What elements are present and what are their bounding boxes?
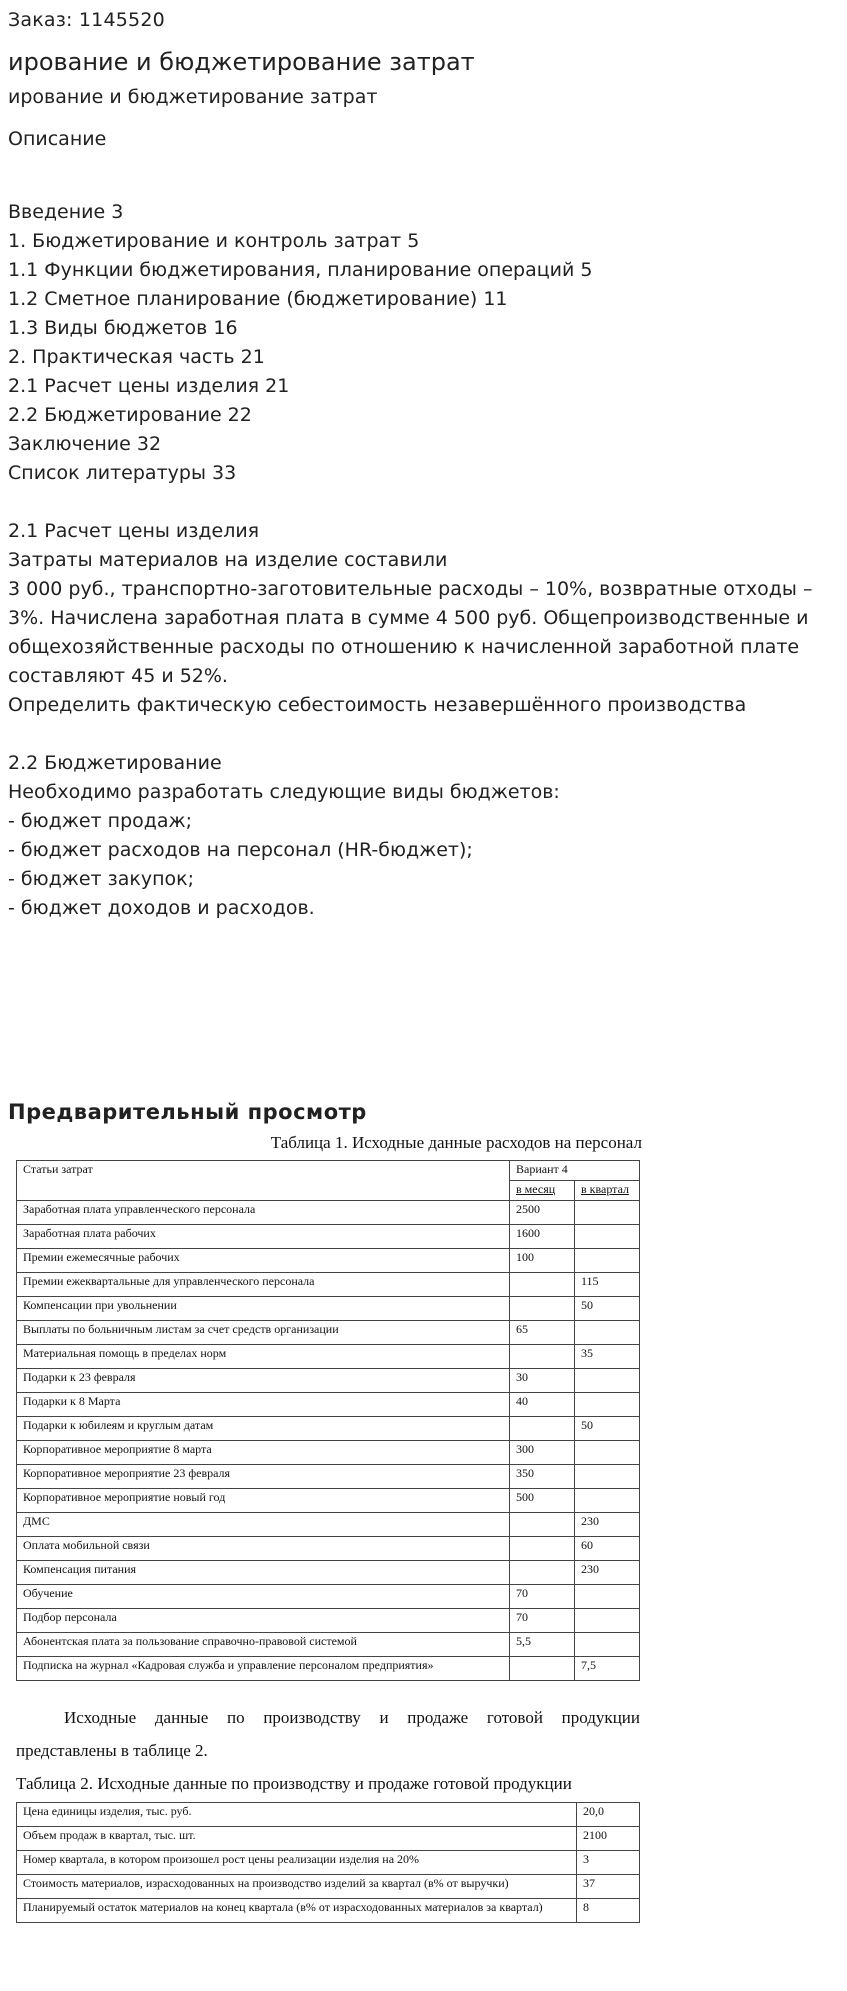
preview-heading: Предварительный просмотр — [8, 1100, 367, 1124]
table-cell-month — [510, 1537, 575, 1561]
page-subtitle: ирование и бюджетирование затрат — [8, 86, 378, 108]
description-line — [8, 720, 838, 749]
table-cell-quarter: 50 — [575, 1297, 640, 1321]
table-cell-quarter — [575, 1249, 640, 1273]
table-cell-month: 70 — [510, 1609, 575, 1633]
table-cell-month — [510, 1345, 575, 1369]
table-cell-value: 20,0 — [577, 1803, 640, 1827]
table-row — [17, 1441, 640, 1465]
page-title: ирование и бюджетирование затрат — [8, 48, 475, 76]
description-line: 2.1 Расчет цены изделия — [8, 520, 260, 542]
table-row — [17, 1321, 640, 1345]
table-cell-quarter: 35 — [575, 1345, 640, 1369]
description-line: - бюджет расходов на персонал (HR-бюджет); — [8, 839, 473, 861]
description-line: - бюджет доходов и расходов. — [8, 897, 315, 919]
description-line: Затраты материалов на изделие составили — [8, 549, 448, 571]
description-line: 1.1 Функции бюджетирования, планирование операций 5 — [8, 259, 593, 281]
table-cell-month: 350 — [510, 1465, 575, 1489]
table1-header-variant: Вариант 4 — [510, 1161, 640, 1181]
table-cell-item: Корпоративное мероприятие новый год — [17, 1489, 510, 1513]
description-line: 1. Бюджетирование и контроль затрат 5 — [8, 230, 420, 252]
table-row — [17, 1827, 640, 1851]
description-line: 2.2 Бюджетирование 22 — [8, 404, 252, 426]
table-cell-item: Премии ежемесячные рабочих — [17, 1249, 510, 1273]
production-sales-table — [16, 1802, 640, 1923]
table-cell-item: Материальная помощь в пределах норм — [17, 1345, 510, 1369]
description-heading: Описание — [8, 128, 107, 150]
table-cell-month — [510, 1417, 575, 1441]
table-cell-item: Подбор персонала — [17, 1609, 510, 1633]
table-cell-value: 3 — [577, 1851, 640, 1875]
table-cell-month — [510, 1273, 575, 1297]
table1-header-row — [17, 1161, 640, 1181]
table-cell-month — [510, 1513, 575, 1537]
table-cell-item: Абонентская плата за пользование справочно-правовой системой — [17, 1633, 510, 1657]
description-line: 1.2 Сметное планирование (бюджетирование) 11 — [8, 288, 508, 310]
table-row — [17, 1875, 640, 1899]
table-row — [17, 1513, 640, 1537]
table-row — [17, 1803, 640, 1827]
table-row — [17, 1273, 640, 1297]
description-line: Необходимо разработать следующие виды бюджетов: — [8, 781, 560, 803]
table-cell-month: 30 — [510, 1369, 575, 1393]
order-info — [8, 0, 838, 923]
table-cell-quarter: 230 — [575, 1561, 640, 1585]
description-line — [8, 488, 838, 517]
table-cell-item: Компенсация питания — [17, 1561, 510, 1585]
table-row — [17, 1249, 640, 1273]
table1-header-quarter: в квартал — [575, 1181, 640, 1201]
table-cell-quarter: 230 — [575, 1513, 640, 1537]
table-cell-month: 65 — [510, 1321, 575, 1345]
description-line: - бюджет продаж; — [8, 810, 193, 832]
table-cell-param: Объем продаж в квартал, тыс. шт. — [17, 1827, 577, 1851]
table-cell-item: Оплата мобильной связи — [17, 1537, 510, 1561]
table-cell-value: 8 — [577, 1899, 640, 1923]
table-cell-month — [510, 1657, 575, 1681]
table-cell-quarter — [575, 1585, 640, 1609]
table-cell-month: 100 — [510, 1249, 575, 1273]
table-row — [17, 1369, 640, 1393]
table-cell-item: Заработная плата управленческого персонала — [17, 1201, 510, 1225]
table-cell-quarter — [575, 1609, 640, 1633]
table-cell-item: Корпоративное мероприятие 23 февраля — [17, 1465, 510, 1489]
table-cell-item: Подарки к 23 февраля — [17, 1369, 510, 1393]
personnel-costs-table — [16, 1160, 640, 1681]
description-body — [8, 169, 838, 923]
table-cell-item: Подарки к 8 Марта — [17, 1393, 510, 1417]
table-cell-month: 500 — [510, 1489, 575, 1513]
table-cell-month — [510, 1561, 575, 1585]
table-row — [17, 1899, 640, 1923]
table-row — [17, 1417, 640, 1441]
table-cell-param: Номер квартала, в котором произошел рост цены реализации изделия на 20% — [17, 1851, 577, 1875]
description-line: 2.1 Расчет цены изделия 21 — [8, 375, 290, 397]
table-cell-quarter — [575, 1633, 640, 1657]
table-cell-value: 2100 — [577, 1827, 640, 1851]
table-row — [17, 1633, 640, 1657]
description-line: общехозяйственные расходы по отношению к начисленной заработной плате — [8, 636, 800, 658]
table-cell-quarter: 115 — [575, 1273, 640, 1297]
table-cell-quarter — [575, 1225, 640, 1249]
table-row — [17, 1393, 640, 1417]
table-cell-quarter — [575, 1321, 640, 1345]
table-cell-quarter: 7,5 — [575, 1657, 640, 1681]
table-row — [17, 1851, 640, 1875]
description-line: Определить фактическую себестоимость незавершённого производства — [8, 694, 747, 716]
description-line: 2. Практическая часть 21 — [8, 346, 265, 368]
description-line: 1.3 Виды бюджетов 16 — [8, 317, 238, 339]
table-cell-month — [510, 1297, 575, 1321]
description-line: Введение 3 — [8, 201, 124, 223]
table-row — [17, 1609, 640, 1633]
order-number: Заказ: 1145520 — [8, 9, 165, 31]
table-cell-item: Премии ежеквартальные для управленческого персонала — [17, 1273, 510, 1297]
description-line: составляют 45 и 52%. — [8, 665, 228, 687]
description-line: - бюджет закупок; — [8, 868, 195, 890]
description-line: Список литературы 33 — [8, 462, 237, 484]
table-cell-param: Планируемый остаток материалов на конец квартала (в% от израсходованных материалов за квартал) — [17, 1899, 577, 1923]
table2-caption: Таблица 2. Исходные данные по производству и продаже готовой продукции — [16, 1774, 572, 1793]
table-cell-quarter — [575, 1201, 640, 1225]
table-cell-quarter: 60 — [575, 1537, 640, 1561]
table-cell-param: Стоимость материалов, израсходованных на производство изделий за квартал (в% от выручки) — [17, 1875, 577, 1899]
table-row — [17, 1657, 640, 1681]
table-cell-month: 40 — [510, 1393, 575, 1417]
table-cell-param: Цена единицы изделия, тыс. руб. — [17, 1803, 577, 1827]
table-row — [17, 1345, 640, 1369]
description-line: 3 000 руб., транспортно-заготовительные расходы – 10%, возвратные отходы – — [8, 578, 813, 600]
table2-intro: Исходные данные по производству и продаже готовой продукции представлены в таблице 2. — [16, 1708, 640, 1760]
table-cell-month: 1600 — [510, 1225, 575, 1249]
table-cell-month: 2500 — [510, 1201, 575, 1225]
table1-header-item: Статьи затрат — [17, 1161, 510, 1201]
table-cell-item: Компенсации при увольнении — [17, 1297, 510, 1321]
table-cell-item: Корпоративное мероприятие 8 марта — [17, 1441, 510, 1465]
table-cell-value: 37 — [577, 1875, 640, 1899]
table-cell-quarter — [575, 1465, 640, 1489]
table-cell-item: ДМС — [17, 1513, 510, 1537]
table-row — [17, 1585, 640, 1609]
table-row — [17, 1465, 640, 1489]
table-cell-quarter: 50 — [575, 1417, 640, 1441]
table-cell-quarter — [575, 1369, 640, 1393]
table-cell-quarter — [575, 1393, 640, 1417]
table-cell-item: Заработная плата рабочих — [17, 1225, 510, 1249]
table-cell-month: 5,5 — [510, 1633, 575, 1657]
table1-header-month: в месяц — [510, 1181, 575, 1201]
table-cell-month: 70 — [510, 1585, 575, 1609]
table-row — [17, 1225, 640, 1249]
table-cell-quarter — [575, 1441, 640, 1465]
table-row — [17, 1537, 640, 1561]
table1-caption: Таблица 1. Исходные данные расходов на персонал — [270, 1133, 642, 1152]
table-row — [17, 1297, 640, 1321]
description-line: Заключение 32 — [8, 433, 162, 455]
table-row — [17, 1561, 640, 1585]
table-cell-item: Подписка на журнал «Кадровая служба и управление персоналом предприятия» — [17, 1657, 510, 1681]
document-preview — [16, 1133, 640, 1923]
table-cell-month: 300 — [510, 1441, 575, 1465]
table-cell-quarter — [575, 1489, 640, 1513]
table-cell-item: Обучение — [17, 1585, 510, 1609]
table-row — [17, 1489, 640, 1513]
description-line — [8, 169, 838, 198]
table-row — [17, 1201, 640, 1225]
table-cell-item: Выплаты по больничным листам за счет средств организации — [17, 1321, 510, 1345]
table-cell-item: Подарки к юбилеям и круглым датам — [17, 1417, 510, 1441]
description-line: 2.2 Бюджетирование — [8, 752, 222, 774]
description-line: 3%. Начислена заработная плата в сумме 4 500 руб. Общепроизводственные и — [8, 607, 809, 629]
